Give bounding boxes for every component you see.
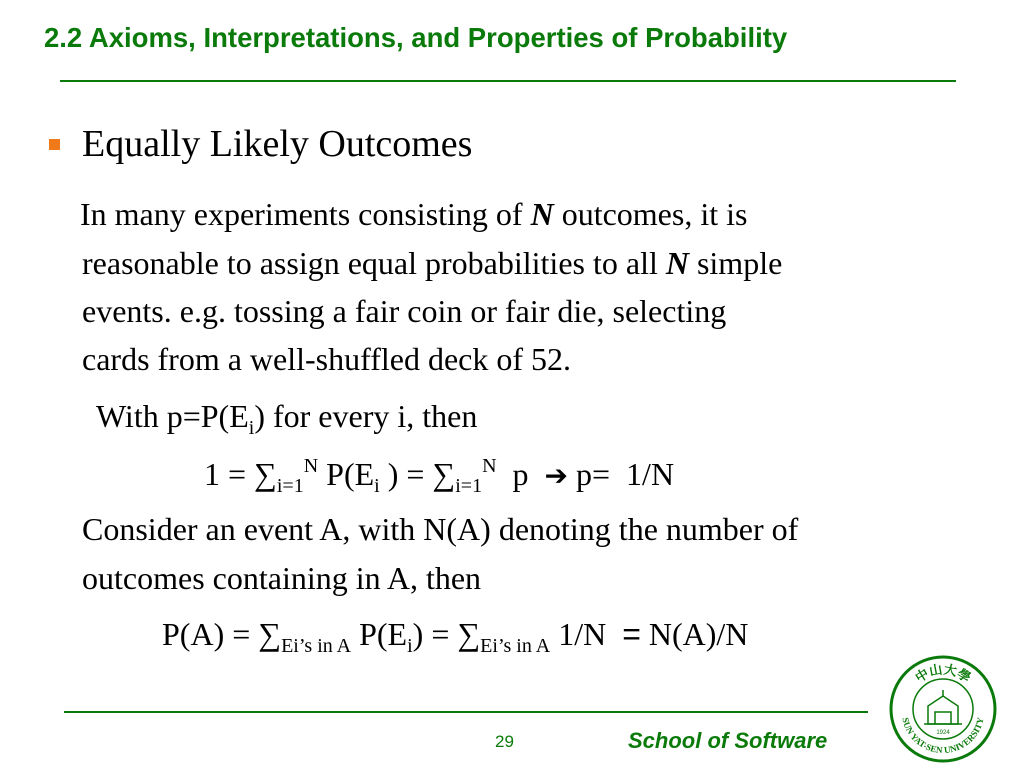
text-run: With p=P(E (96, 398, 249, 434)
paragraph1-line2 (82, 247, 782, 279)
variable-n: N (665, 245, 689, 281)
paragraph1-line1 (80, 198, 747, 230)
subscript: Ei’s in A (281, 635, 352, 657)
text-run: p (496, 456, 545, 492)
variable-n: N (530, 196, 554, 232)
text-run: P(A) = ∑ (162, 616, 282, 652)
probability-a-equation (162, 616, 749, 657)
text-run: P(E (318, 456, 375, 492)
subscript: Ei’s in A (480, 635, 551, 657)
bullet-heading: Equally Likely Outcomes (82, 123, 473, 165)
seal-top-text: 中山大學 (913, 662, 973, 687)
text-run: ) = ∑ (412, 616, 481, 652)
with-p-line (96, 398, 478, 439)
subscript: i (374, 475, 380, 497)
subscript: i (407, 635, 413, 657)
text-run: ) for every i, then (254, 398, 478, 434)
text-run: outcomes, it is (553, 196, 748, 232)
seal-bottom-text: SUN YAT-SEN UNIVERSITY (900, 716, 986, 756)
text-run: ) = ∑ (379, 456, 456, 492)
subscript: i (248, 417, 255, 439)
superscript: N (482, 455, 497, 477)
paragraph2-line1: Consider an event A, with N(A) denoting the number of (82, 511, 799, 547)
text-run: P(E (351, 616, 408, 652)
footer-school-name: School of Software (628, 728, 828, 753)
implies-arrow-icon: ➔ (544, 459, 568, 492)
sum-equation (204, 455, 675, 497)
text-run: 1/N (550, 616, 623, 652)
page-number: 29 (495, 732, 514, 751)
university-seal-icon (888, 654, 998, 764)
text-run: In many experiments consisting of (80, 196, 531, 232)
text-run: simple (688, 245, 783, 281)
text-run: 1 = ∑ (204, 456, 277, 492)
text-run: reasonable to assign equal probabilities to all (82, 245, 666, 281)
equals-sign: = (622, 616, 641, 652)
text-run: p= 1/N (568, 456, 675, 492)
slide-title: 2.2 Axioms, Interpretations, and Properties of Probability (44, 22, 788, 53)
footer-divider (64, 711, 868, 713)
text-run: N(A)/N (640, 616, 749, 652)
bullet-square-icon (49, 139, 60, 150)
seal-building-icon (924, 690, 962, 724)
subscript: i=1 (276, 475, 304, 497)
superscript: N (303, 455, 319, 477)
title-divider (60, 80, 956, 82)
subscript: i=1 (455, 475, 483, 497)
paragraph1-line4: cards from a well-shuffled deck of 52. (82, 341, 572, 377)
paragraph2-line2: outcomes containing in A, then (82, 560, 482, 596)
svg-text:中山大學 (913, 662, 974, 687)
paragraph1-line3: events. e.g. tossing a fair coin or fair die, selecting (82, 293, 727, 329)
seal-year: 1924 (936, 730, 950, 736)
